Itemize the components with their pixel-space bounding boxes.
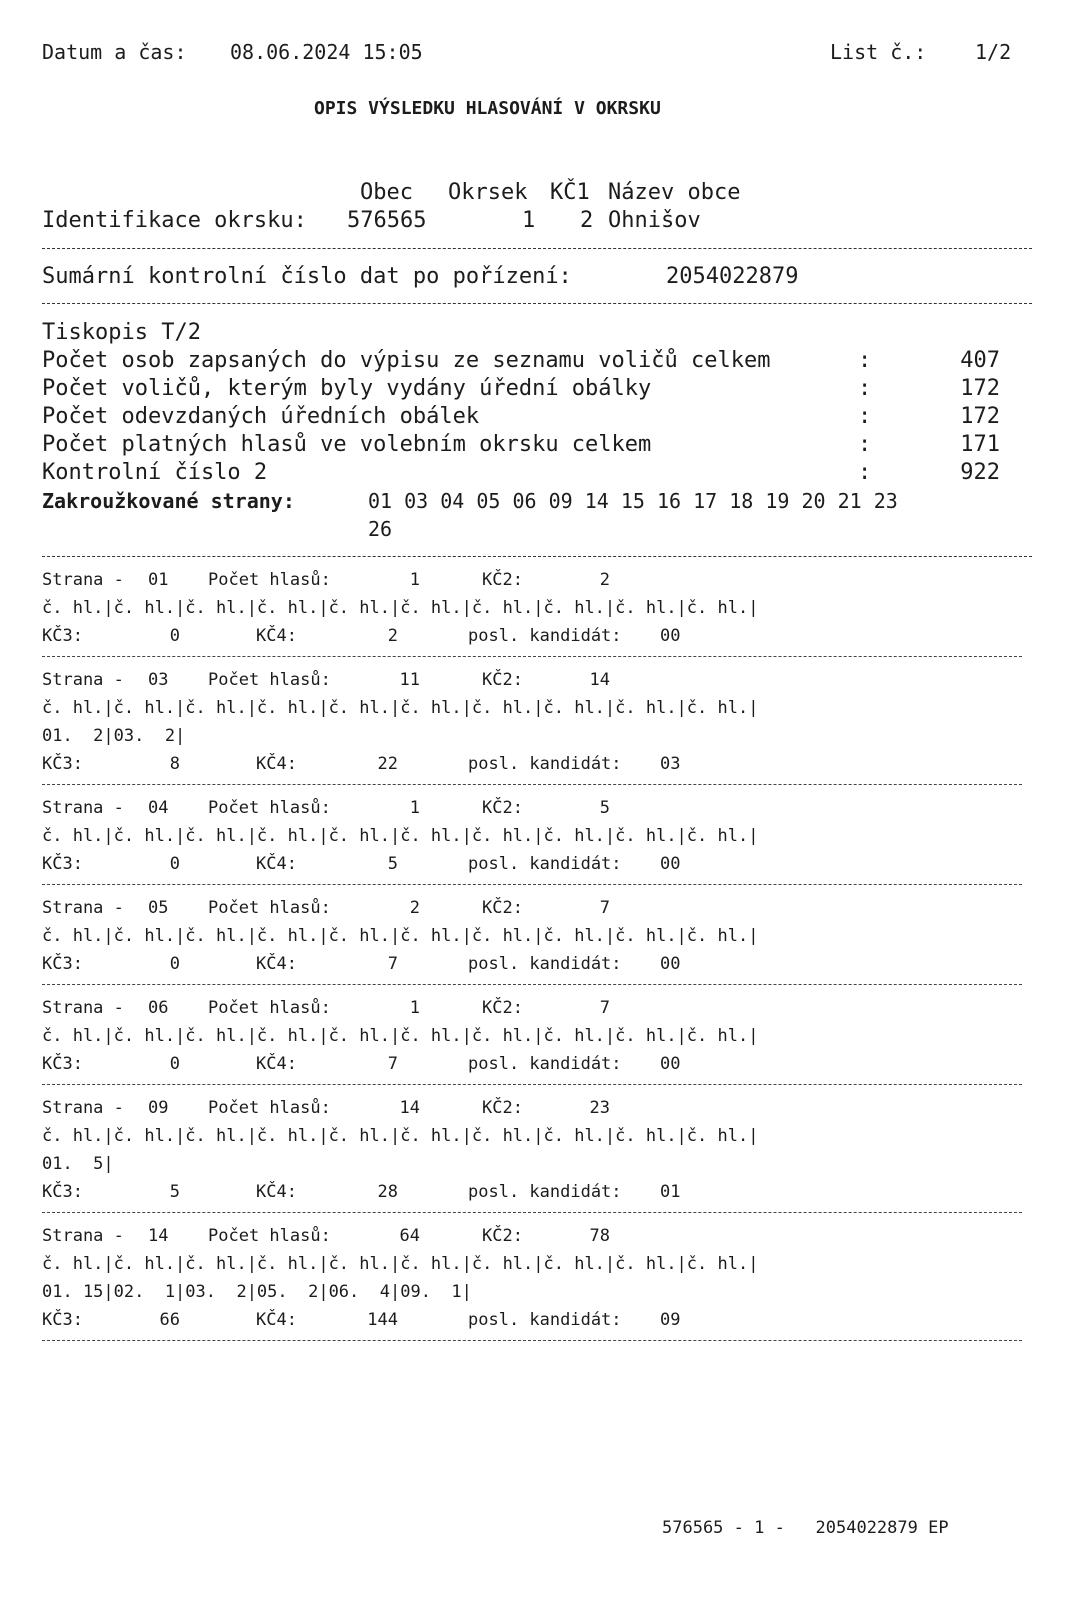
party-pref-header: č. hl.|č. hl.|č. hl.|č. hl.|č. hl.|č. hl.|č. hl.|č. hl.|č. hl.|č. hl.|: [42, 1026, 759, 1046]
party-divider: [42, 1212, 1022, 1213]
list-value: 1/2: [975, 40, 1012, 64]
form-row-colon: :: [858, 404, 872, 429]
circled-label: Zakroužkované strany:: [42, 489, 295, 513]
party-last-candidate: 00: [660, 626, 681, 646]
party-preferences: 01. 5|: [42, 1154, 114, 1174]
party-last-candidate: 00: [660, 1054, 681, 1074]
party-votes-label: Počet hlasů:: [208, 1226, 331, 1246]
party-kc4-label: KČ4:: [256, 854, 297, 874]
party-votes: 2: [409, 898, 420, 918]
party-votes-label: Počet hlasů:: [208, 670, 331, 690]
party-kc4: 28: [377, 1182, 398, 1202]
party-kc4: 5: [387, 854, 398, 874]
datum-value: 08.06.2024 15:05: [230, 40, 423, 64]
party-kc2-label: KČ2:: [482, 998, 523, 1018]
party-votes-label: Počet hlasů:: [208, 570, 331, 590]
party-preferences: 01. 15|02. 1|03. 2|05. 2|06. 4|09. 1|: [42, 1282, 472, 1302]
party-votes: 1: [409, 798, 420, 818]
party-votes-label: Počet hlasů:: [208, 898, 331, 918]
party-kc2-label: KČ2:: [482, 670, 523, 690]
party-preferences: 01. 2|03. 2|: [42, 726, 186, 746]
party-strana-label: Strana -: [42, 898, 124, 918]
page-title: OPIS VÝSLEDKU HLASOVÁNÍ V OKRSKU: [314, 98, 661, 119]
form-row-colon: :: [858, 348, 872, 373]
summary-label: Sumární kontrolní číslo dat po pořízení:: [42, 264, 572, 289]
party-number: 09: [148, 1098, 169, 1118]
party-last-candidate-label: posl. kandidát:: [468, 1310, 622, 1330]
divider: [42, 248, 1032, 249]
form-row-colon: :: [858, 460, 872, 485]
party-kc4-label: KČ4:: [256, 626, 297, 646]
identification-label: Identifikace okrsku:: [42, 208, 307, 233]
party-kc2: 14: [589, 670, 610, 690]
party-divider: [42, 984, 1022, 985]
party-pref-header: č. hl.|č. hl.|č. hl.|č. hl.|č. hl.|č. hl.|č. hl.|č. hl.|č. hl.|č. hl.|: [42, 1254, 759, 1274]
party-number: 05: [148, 898, 169, 918]
circled-parties-line1: 01 03 04 05 06 09 14 15 16 17 18 19 20 21 23: [368, 489, 898, 513]
party-kc2: 7: [599, 998, 610, 1018]
form-row-label: Kontrolní číslo 2: [42, 460, 268, 485]
form-row-value: 172: [960, 404, 1000, 429]
party-kc3: 0: [169, 854, 180, 874]
party-strana-label: Strana -: [42, 670, 124, 690]
form-row-label: Počet platných hlasů ve volebním okrsku celkem: [42, 432, 652, 457]
summary-value: 2054022879: [666, 264, 799, 289]
party-last-candidate-label: posl. kandidát:: [468, 626, 622, 646]
party-kc4: 2: [387, 626, 398, 646]
party-kc3-label: KČ3:: [42, 626, 83, 646]
party-number: 14: [148, 1226, 169, 1246]
party-votes: 1: [409, 998, 420, 1018]
party-kc4: 7: [387, 954, 398, 974]
party-last-candidate-label: posl. kandidát:: [468, 754, 622, 774]
divider: [42, 556, 1032, 557]
party-pref-header: č. hl.|č. hl.|č. hl.|č. hl.|č. hl.|č. hl.|č. hl.|č. hl.|č. hl.|č. hl.|: [42, 826, 759, 846]
party-kc3-label: KČ3:: [42, 954, 83, 974]
party-kc4-label: KČ4:: [256, 754, 297, 774]
party-divider: [42, 784, 1022, 785]
party-votes-label: Počet hlasů:: [208, 798, 331, 818]
party-kc3: 0: [169, 1054, 180, 1074]
party-pref-header: č. hl.|č. hl.|č. hl.|č. hl.|č. hl.|č. hl.|č. hl.|č. hl.|č. hl.|č. hl.|: [42, 926, 759, 946]
form-row-label: Počet voličů, kterým byly vydány úřední obálky: [42, 376, 652, 401]
party-kc2: 78: [589, 1226, 610, 1246]
party-number: 04: [148, 798, 169, 818]
datum-label: Datum a čas:: [42, 40, 187, 64]
party-divider: [42, 1340, 1022, 1341]
party-number: 01: [148, 570, 169, 590]
party-votes: 14: [399, 1098, 420, 1118]
party-votes-label: Počet hlasů:: [208, 998, 331, 1018]
party-last-candidate: 09: [660, 1310, 681, 1330]
party-kc2-label: KČ2:: [482, 1226, 523, 1246]
form-row-colon: :: [858, 432, 872, 457]
form-row-value: 922: [960, 460, 1000, 485]
form-row-value: 407: [960, 348, 1000, 373]
party-kc4-label: KČ4:: [256, 1182, 297, 1202]
party-strana-label: Strana -: [42, 1226, 124, 1246]
col-okrsek: Okrsek: [448, 180, 528, 205]
party-pref-header: č. hl.|č. hl.|č. hl.|č. hl.|č. hl.|č. hl.|č. hl.|č. hl.|č. hl.|č. hl.|: [42, 1126, 759, 1146]
party-last-candidate: 00: [660, 954, 681, 974]
party-kc2: 23: [589, 1098, 610, 1118]
divider: [42, 303, 1032, 304]
party-kc4-label: KČ4:: [256, 1310, 297, 1330]
identification-obec: 576565: [347, 208, 427, 233]
party-kc4: 22: [377, 754, 398, 774]
party-kc3-label: KČ3:: [42, 754, 83, 774]
party-kc2-label: KČ2:: [482, 570, 523, 590]
party-kc4: 7: [387, 1054, 398, 1074]
party-kc4-label: KČ4:: [256, 954, 297, 974]
party-kc3: 66: [159, 1310, 180, 1330]
party-number: 03: [148, 670, 169, 690]
form-row-colon: :: [858, 376, 872, 401]
circled-parties-line2: 26: [368, 517, 393, 541]
form-row-label: Počet odevzdaných úředních obálek: [42, 404, 480, 429]
party-last-candidate-label: posl. kandidát:: [468, 854, 622, 874]
party-strana-label: Strana -: [42, 798, 124, 818]
party-kc2-label: KČ2:: [482, 898, 523, 918]
party-kc3: 8: [169, 754, 180, 774]
party-kc3: 0: [169, 954, 180, 974]
form-row-value: 171: [960, 432, 1000, 457]
form-title: Tiskopis T/2: [42, 320, 201, 345]
party-kc3-label: KČ3:: [42, 854, 83, 874]
party-strana-label: Strana -: [42, 1098, 124, 1118]
party-divider: [42, 1084, 1022, 1085]
party-last-candidate: 03: [660, 754, 681, 774]
party-pref-header: č. hl.|č. hl.|č. hl.|č. hl.|č. hl.|č. hl.|č. hl.|č. hl.|č. hl.|č. hl.|: [42, 598, 759, 618]
party-kc3: 5: [169, 1182, 180, 1202]
party-kc2: 7: [599, 898, 610, 918]
party-last-candidate-label: posl. kandidát:: [468, 954, 622, 974]
party-votes: 11: [399, 670, 420, 690]
party-votes: 1: [409, 570, 420, 590]
party-kc2: 5: [599, 798, 610, 818]
party-kc3-label: KČ3:: [42, 1182, 83, 1202]
party-pref-header: č. hl.|č. hl.|č. hl.|č. hl.|č. hl.|č. hl.|č. hl.|č. hl.|č. hl.|č. hl.|: [42, 698, 759, 718]
party-strana-label: Strana -: [42, 570, 124, 590]
col-kc1: KČ1: [550, 180, 590, 205]
party-kc4: 144: [367, 1310, 398, 1330]
party-last-candidate-label: posl. kandidát:: [468, 1182, 622, 1202]
party-strana-label: Strana -: [42, 998, 124, 1018]
party-last-candidate: 00: [660, 854, 681, 874]
party-kc2: 2: [599, 570, 610, 590]
party-kc3-label: KČ3:: [42, 1310, 83, 1330]
party-kc2-label: KČ2:: [482, 1098, 523, 1118]
party-divider: [42, 656, 1022, 657]
party-number: 06: [148, 998, 169, 1018]
party-kc4-label: KČ4:: [256, 1054, 297, 1074]
list-label: List č.:: [830, 40, 927, 64]
col-obec: Obec: [360, 180, 413, 205]
identification-nazev: Ohnišov: [608, 208, 701, 233]
party-divider: [42, 884, 1022, 885]
identification-kc1: 2: [580, 208, 594, 233]
identification-okrsek: 1: [522, 208, 536, 233]
col-nazev: Název obce: [608, 180, 741, 205]
form-row-value: 172: [960, 376, 1000, 401]
party-last-candidate-label: posl. kandidát:: [468, 1054, 622, 1074]
party-votes-label: Počet hlasů:: [208, 1098, 331, 1118]
party-kc3-label: KČ3:: [42, 1054, 83, 1074]
footer-code: 576565 - 1 - 2054022879 EP: [662, 1518, 949, 1538]
party-kc2-label: KČ2:: [482, 798, 523, 818]
party-last-candidate: 01: [660, 1182, 681, 1202]
party-votes: 64: [399, 1226, 420, 1246]
form-row-label: Počet osob zapsaných do výpisu ze seznamu voličů celkem: [42, 348, 771, 373]
party-kc3: 0: [169, 626, 180, 646]
